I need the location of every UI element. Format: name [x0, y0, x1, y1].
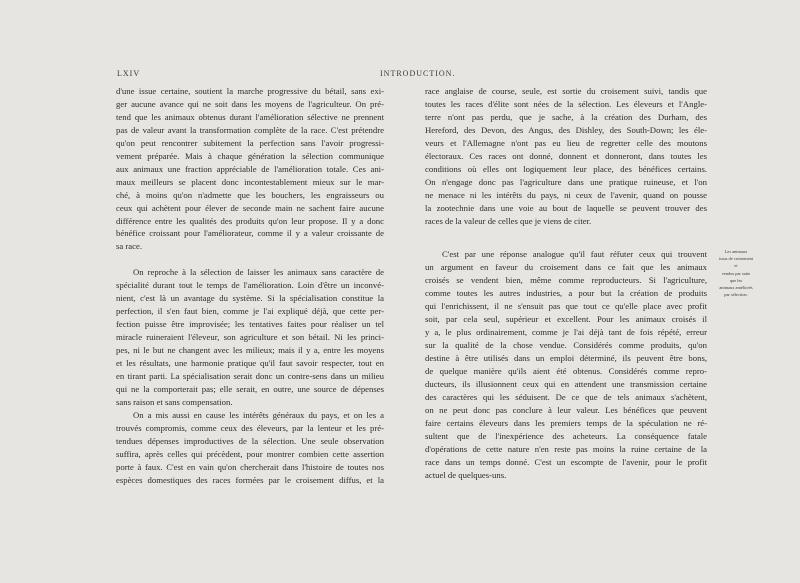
text-line: aux animaux une fraction appréciable de l'amélioration totale. Ces ani-: [116, 163, 384, 174]
text-line: on ne peut donc pas conclure à leur valeur. Les bénéfices que peuvent: [425, 404, 707, 415]
paragraph: [425, 85, 707, 227]
text-line: Hereford, des Devon, des Angus, des Dishley, des South-Down; les éle-: [425, 124, 707, 135]
text-line: C'est par une réponse analogue qu'il faut réfuter ceux qui trouvent: [442, 249, 707, 260]
text-line: bénéfice croissant pour l'améliorateur, comme il y a valeur croissante de: [116, 228, 384, 239]
text-line: et les résultats, une harmonie pratique qu'il faut savoir respecter, tout en: [116, 358, 384, 369]
text-line: ceux qui achètent pour élever de seconde main ne sachent faire aucune: [116, 202, 384, 213]
text-line: actuel de quelques-uns.: [425, 469, 507, 480]
text-line: fection puisse être improvisée; les tentatives faites pour réaliser un tel: [116, 319, 384, 330]
text-line: différence entre les qualités des produits qu'on leur propose. Il y a donc: [116, 215, 384, 226]
text-line: On a mis aussi en cause les intérêts généraux du pays, et on les a: [133, 409, 384, 420]
text-line: d'opérations de cette nature n'en reste pas moins la ruine certaine de la: [425, 443, 707, 454]
paragraph: [116, 266, 384, 408]
text-line: trouvés compromis, comme ceux des éleveurs, par la lenteur et les pré-: [116, 422, 384, 433]
text-line: terre n'ont pas perdu, que je sache, à la création des Durham, des: [425, 111, 707, 122]
text-line: qui l'enrichissent, il ne s'ensuit pas que tout ce qu'elle place avec profit: [425, 301, 707, 312]
text-line: races de la valeur de celles que je viens de citer.: [425, 215, 592, 226]
margin-note-line: vendus par suite: [721, 270, 751, 276]
text-line: destine à être utilisés dans un emploi déterminé, ils peuvent être bons,: [425, 353, 707, 364]
text-line: veurs et l'Allemagne n'ont pas eu lieu de regretter celle des moutons: [425, 137, 707, 148]
page-folio: LXIV: [117, 69, 141, 78]
text-line: suffira, après celles qui précèdent, pour montrer combien cette assertion: [116, 448, 384, 459]
text-line: faire certains éleveurs dans les premiers temps de la spéculation ne ré-: [425, 417, 707, 428]
running-head: [0, 69, 800, 81]
text-line: un argument en faveur du croisement dans ce fait que les animaux: [425, 262, 707, 273]
text-line: toutes les races d'élite sont nées de la sélection. Les éleveurs et l'Angle-: [425, 98, 707, 109]
running-title: INTRODUCTION.: [380, 69, 456, 78]
left-column: [116, 85, 384, 487]
text-line: porte à faux. C'est en vain qu'on chercherait dans l'histoire de toutes nos: [116, 461, 384, 472]
margin-note: [712, 248, 760, 298]
text-line: On reproche à la sélection de laisser les animaux sans caractère de: [133, 267, 384, 278]
margin-note-line: et: [734, 263, 738, 269]
text-line: perfection, il s'en faut bien, comme je l'ai expliqué déjà, que cette per-: [116, 306, 384, 317]
text-line: croisés se vendent bien, même comme reproducteurs. Si l'agriculture,: [425, 275, 707, 286]
text-line: race anglaise de course, seule, est sortie du croisement suivi, tandis que: [425, 86, 707, 96]
text-line: ducteurs, ils illusionnent ceux qui en attendent une transmission certaine: [425, 379, 707, 390]
text-line: conditions où elles ont logiquement leur place, des bénéfices certains.: [425, 163, 707, 174]
margin-note-line: issus de croisement: [718, 256, 754, 262]
paragraph: [116, 85, 384, 253]
text-line: sans raison et sans compensation.: [116, 396, 233, 407]
text-line: y a, le plus ordinairement, comme je l'ai déjà tant de fois répété, erreur: [425, 327, 707, 338]
text-line: qu'on peut rencontrer subitement la perfection sans l'avoir progressi-: [116, 137, 384, 148]
text-line: pas de valeur avant la transformation complète de la race. C'est prétendre: [116, 124, 384, 135]
text-line: de quelque manière qu'ils aient été obtenus. Considérés comme repro-: [425, 366, 707, 377]
text-line: des caractères qui les séduisent. De ce que de tels animaux s'achètent,: [425, 391, 707, 402]
margin-note-line: animaux améliorés: [719, 285, 753, 291]
text-line: tend que les animaux obtenus durant l'amélioration sélective ne prennent: [116, 111, 384, 122]
text-line: vement préparée. Mais à chaque génération la sélection communique: [116, 150, 384, 161]
text-line: électoraux. Ces races ont donné, donnent et donneront, dans toutes les: [425, 150, 707, 161]
text-line: en tirant parti. La spécialisation serait donc un contre-sens dans un milieu: [116, 371, 384, 382]
text-line: comme toutes les autres industries, a pour but la création de produits: [425, 288, 707, 299]
text-line: maux meilleurs se placent donc incontestablement mieux sur le mar-: [116, 176, 384, 187]
text-line: On n'engage donc pas l'agriculture dans une pratique ruineuse, et l'on: [425, 176, 707, 187]
text-line: ché, à moins qu'on n'admette que les bouchers, les engraisseurs ou: [116, 189, 384, 200]
text-line: sultent que de l'inexpérience des acheteurs. La conséquence fatale: [425, 430, 707, 441]
text-line: d'une issue certaine, soutient la marche progressive du bétail, sans exi-: [116, 86, 384, 96]
text-line: race dans un temps donné. C'est un escompte de l'avenir, pour le profit: [425, 456, 707, 467]
text-line: sa race.: [116, 241, 143, 252]
text-line: miracle ruineraient l'éleveur, son agriculture et son bétail. Ni les princi-: [116, 332, 384, 343]
text-line: espèces domestiques des races formées par le croisement diffus, et la: [116, 474, 384, 485]
text-line: tendues dépenses improductives de la sélection. Une seule observation: [116, 435, 384, 446]
text-line: soit, par cela seul, supérieur et excellent. Pour les animaux croisés il: [425, 314, 707, 325]
text-line: ne menace ni les intérêts du pays, ni ceux de l'avenir, quand on pousse: [425, 189, 707, 200]
text-line: spécialité durant tout le temps de l'amélioration. Loin d'être un inconvé-: [116, 280, 384, 291]
paragraph: [425, 248, 707, 481]
right-column: [425, 85, 707, 482]
text-line: qui ne la comporterait pas; elle serait, en outre, une source de dépenses: [116, 383, 384, 394]
text-line: la zootechnie dans une voie au bout de laquelle se peuvent trouver des: [425, 202, 707, 213]
paragraph: [116, 409, 384, 487]
text-line: nient, c'est là un avantage du système. Si la spécialisation constitue la: [116, 293, 384, 304]
text-line: sur la qualité de la chose vendue. Considérés comme produits, qu'on: [425, 340, 707, 351]
margin-note-line: que les: [729, 277, 743, 283]
margin-note-line: par sélection.: [724, 292, 748, 298]
margin-note-line: Les animaux: [724, 249, 748, 254]
text-line: pes, ni le but ne changent avec les milieux; mais il y a, entre les moyens: [116, 345, 384, 356]
text-line: ger aucune avance qui ne soit dans les moyens de l'agriculteur. On pré-: [116, 98, 384, 109]
